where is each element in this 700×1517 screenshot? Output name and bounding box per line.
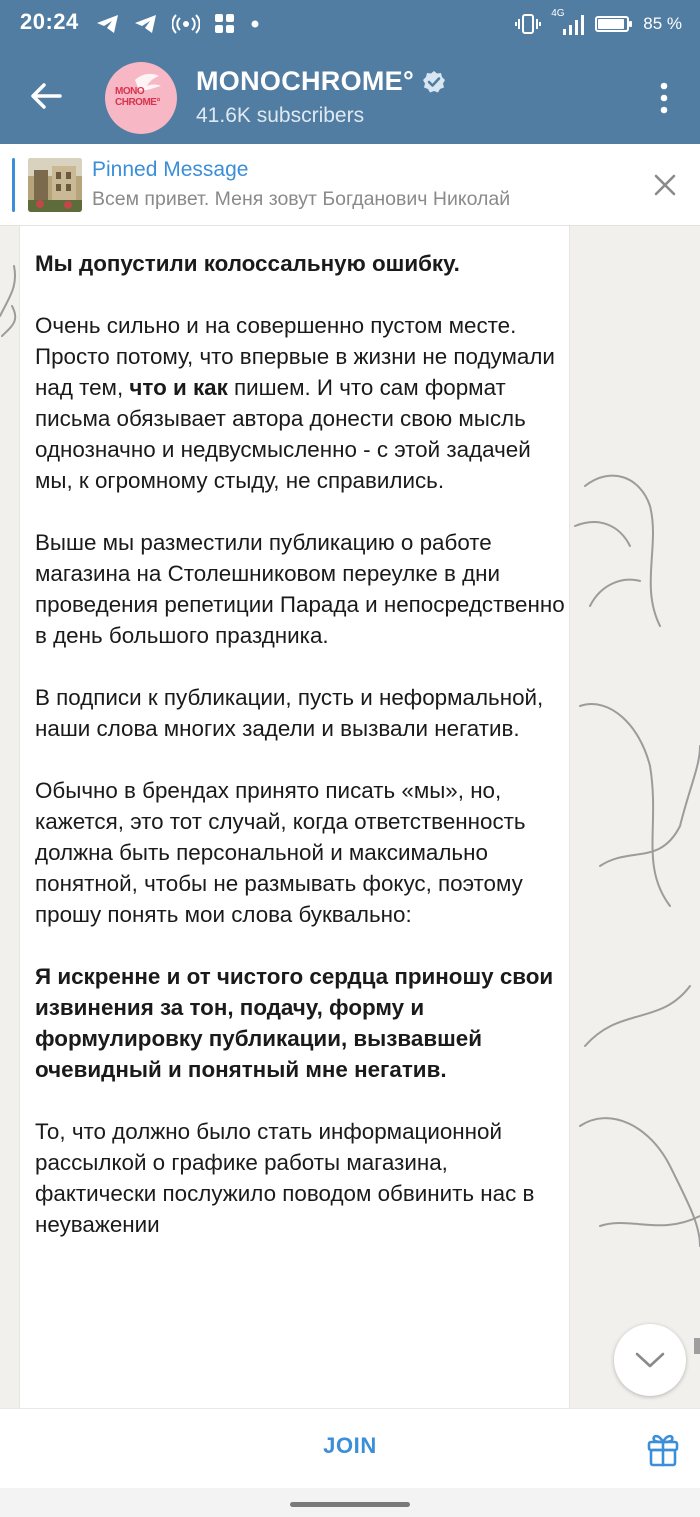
- message-paragraph-1: [35, 310, 565, 496]
- pinned-accent-line: [12, 158, 15, 212]
- message-heading: Мы допустили колоссальную ошибку.: [35, 251, 460, 276]
- pinned-preview-text: Всем привет. Меня зовут Богданович Николай: [92, 188, 511, 210]
- signal-icon: [563, 15, 585, 35]
- subscriber-count: 41.6K subscribers: [196, 104, 365, 127]
- back-arrow-icon[interactable]: [26, 76, 66, 116]
- message-text-span: Очень сильно и на совершенно пустом месте. Просто потому, что впервые в жизни не подумали над тем,: [35, 313, 555, 400]
- avatar-logo-text: MONO CHROME°: [115, 86, 160, 108]
- signal-indicator: [551, 8, 585, 36]
- status-right-icons: [515, 10, 682, 38]
- bottom-bar: [0, 1408, 700, 1488]
- status-bar: [0, 0, 700, 48]
- battery-fill: [598, 19, 624, 29]
- grid-icon: [214, 13, 236, 35]
- pinned-thumbnail: [28, 158, 82, 212]
- message-text-span: пишем. И что сам формат письма обязывает автора донести свою мысль однозначно и недвусмысленно - с этой задачей мы, к огромному стыду, не справились.: [35, 375, 531, 493]
- dot-icon: [250, 13, 260, 35]
- channel-title: MONOCHROME°: [196, 66, 415, 96]
- home-gesture-handle[interactable]: [290, 1502, 410, 1507]
- close-icon[interactable]: [652, 172, 678, 198]
- pinned-title: Pinned Message: [92, 158, 249, 181]
- channel-title-row[interactable]: [196, 66, 446, 97]
- telegram-icon: [134, 13, 158, 35]
- system-nav-bar: [0, 1488, 700, 1517]
- battery-icon: [595, 16, 629, 32]
- join-button[interactable]: JOIN: [323, 1433, 377, 1458]
- scroll-down-button[interactable]: [614, 1324, 686, 1396]
- message-paragraph-2: Выше мы разместили публикацию о работе магазина на Столешниковом переулке в дни проведения репетиции Парада и непосредственно в день большого праздника.: [35, 530, 565, 648]
- status-left-icons: [96, 10, 260, 38]
- status-time: 20:24: [20, 9, 79, 34]
- verified-badge-icon: [422, 70, 446, 94]
- battery-percent: 85 %: [643, 14, 682, 33]
- radio-icon: [172, 13, 200, 35]
- pinned-photo-icon: [28, 158, 82, 212]
- gift-icon[interactable]: [646, 1431, 680, 1467]
- more-options-icon[interactable]: [652, 78, 676, 118]
- message-paragraph-4: Обычно в брендах принято писать «мы», но, кажется, это тот случай, когда ответственность должна быть персональной и максимально понятной, чтобы не размывать фокус, поэтому прошу понять мои слова буквально:: [35, 778, 526, 927]
- channel-avatar[interactable]: [105, 62, 177, 134]
- message-text: [35, 248, 565, 1271]
- top-bar: [0, 0, 700, 144]
- app-bar: [0, 48, 700, 144]
- message-paragraph-3: В подписи к публикации, пусть и неформальной, наши слова многих задели и вызвали негатив.: [35, 685, 544, 741]
- chevron-down-icon: [634, 1350, 666, 1370]
- telegram-icon: [96, 13, 120, 35]
- scrollbar-thumb[interactable]: [694, 1338, 700, 1354]
- message-paragraph-6: То, что должно было стать информационной рассылкой о графике работы магазина, фактически послужило поводом обвинить нас в неуважении: [35, 1119, 535, 1237]
- vibrate-icon: [515, 13, 541, 35]
- message-paragraph-5: Я искренне и от чистого сердца приношу свои извинения за тон, подачу, форму и формулировку публикации, вызвавшей очевидный и понятный мне негатив.: [35, 964, 554, 1082]
- message-bold-span: что и как: [129, 375, 228, 400]
- network-type: 4G: [551, 8, 565, 19]
- pinned-message-bar[interactable]: [0, 144, 700, 226]
